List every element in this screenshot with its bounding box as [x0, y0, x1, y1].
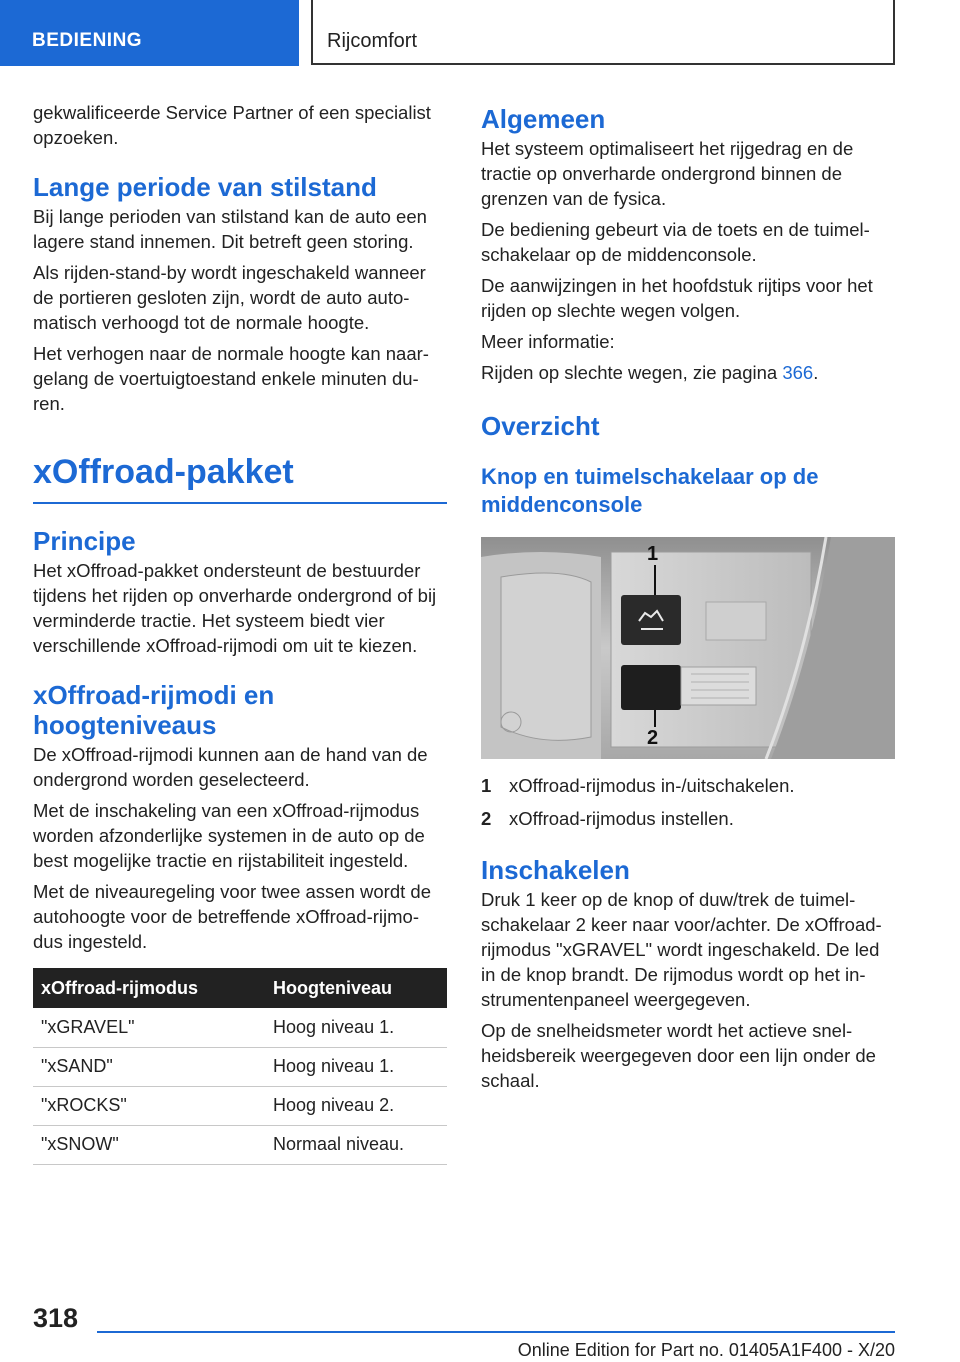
list-item-number: 2 — [481, 808, 492, 829]
section-rule — [33, 502, 447, 504]
table-header-row — [33, 968, 447, 1008]
table-row — [33, 1008, 447, 1047]
paragraph-algemeen-3: De aanwijzingen in het hoofdstuk rijtips voor het rijden op slechte wegen volgen. — [481, 275, 873, 321]
table-cell: Hoog niveau 1. — [265, 1047, 447, 1086]
list-item-number: 1 — [481, 775, 492, 796]
modes-table — [33, 968, 447, 1165]
list-item — [481, 773, 895, 806]
heading-lange-periode: Lange periode van stilstand — [33, 172, 377, 202]
reference-text: Rijden op slechte wegen, zie pagina — [481, 362, 783, 383]
table-header-cell: xOffroad-rijmodus — [33, 968, 265, 1008]
table-cell: "xSNOW" — [33, 1125, 265, 1164]
intro-paragraph: gekwalificeerde Service Partner of een specialist opzoeken. — [33, 102, 431, 148]
paragraph-stilstand-2: Als rijden-stand-by wordt ingeschakeld wanneer de portieren gesloten zijn, wordt de auto auto-matisch verhoogd tot de normale hoogte. — [33, 262, 426, 333]
right-column — [481, 104, 895, 1099]
footer-edition: Online Edition for Part no. 01405A1F400 - X/20 — [517, 1340, 895, 1360]
table-row — [33, 1086, 447, 1125]
reference-period: . — [813, 362, 819, 383]
paragraph-algemeen-2: De bediening gebeurt via de toets en de tuimel-schakelaar op de middenconsole. — [481, 219, 870, 265]
paragraph-stilstand-1: Bij lange perioden van stilstand kan de auto een lagere stand innemen. Dit betreft geen storing. — [33, 206, 427, 252]
section-tab: BEDIENING — [0, 0, 299, 66]
chapter-title: Rijcomfort — [311, 0, 895, 65]
paragraph-inschakelen-1: Druk 1 keer op de knop of duw/trek de tuimel-schakelaar 2 keer naar voor/achter. De xOffroad-rijmodus "xGRAVEL" wordt ingeschakeld. De led in de knop brandt. De rijmodus wordt op het in-strumentenpaneel weergegeven. — [481, 889, 882, 1010]
table-cell: Hoog niveau 1. — [265, 1008, 447, 1047]
table-cell: "xGRAVEL" — [33, 1008, 265, 1047]
heading-overzicht: Overzicht — [481, 411, 600, 441]
heading-rijmodi: xOffroad-rijmodi en hoogteniveaus — [33, 680, 275, 740]
page-header — [0, 0, 960, 66]
paragraph-rijmodi-1: De xOffroad-rijmodi kunnen aan de hand van de ondergrond worden geselecteerd. — [33, 744, 428, 790]
table-cell: Hoog niveau 2. — [265, 1086, 447, 1125]
paragraph-rijmodi-2: Met de inschakeling van een xOffroad-rijmodus worden afzonderlijke systemen in de auto op de best mogelijke tractie en rijstabiliteit ingesteld. — [33, 800, 425, 871]
heading-principe: Principe — [33, 526, 136, 556]
paragraph-rijmodi-3: Met de niveauregeling voor twee assen wordt de autohoogte voor de betreffende xOffroad-rijmo-dus ingesteld. — [33, 881, 431, 952]
heading-algemeen: Algemeen — [481, 104, 606, 134]
paragraph-algemeen-5 — [481, 360, 895, 385]
paragraph-principe: Het xOffroad-pakket ondersteunt de bestuurder tijdens het rijden op onverharde ondergrond of bij verminderde tractie. Het systeem biedt vier verschillende xOffroad-rijmodi om uit te kiezen. — [33, 560, 437, 656]
list-item-text: xOffroad-rijmodus in-/uitschakelen. — [509, 775, 795, 796]
page-reference-link[interactable]: 366 — [782, 362, 814, 383]
heading-knop: Knop en tuimelschakelaar op de middenconsole — [481, 464, 819, 517]
paragraph-algemeen-1: Het systeem optimaliseert het rijgedrag en de tractie op onverharde ondergrond binnen de grenzen van de fysica. — [481, 138, 854, 209]
list-item-text: xOffroad-rijmodus instellen. — [509, 808, 734, 829]
callout-number-1: 1 — [647, 543, 659, 565]
footer-rule — [97, 1331, 895, 1333]
table-header-cell: Hoogteniveau — [265, 968, 447, 1008]
heading-inschakelen: Inschakelen — [481, 855, 630, 885]
table-cell: "xSAND" — [33, 1047, 265, 1086]
table-row — [33, 1047, 447, 1086]
heading-xoffroad-pakket: xOffroad-pakket — [33, 453, 294, 491]
table-cell: Normaal niveau. — [265, 1125, 447, 1164]
paragraph-stilstand-3: Het verhogen naar de normale hoogte kan naar-gelang de voertuigtoestand enkele minuten du-ren. — [33, 343, 429, 414]
callout-number-2: 2 — [647, 727, 659, 749]
page-number: 318 — [33, 1303, 79, 1333]
left-column — [33, 100, 447, 1165]
paragraph-inschakelen-2: Op de snelheidsmeter wordt het actieve snel-heidsbereik weergegeven door een lijn onder de schaal. — [481, 1020, 876, 1091]
paragraph-algemeen-4: Meer informatie: — [481, 331, 615, 352]
console-illustration — [481, 537, 895, 759]
console-photo — [481, 537, 895, 759]
list-item — [481, 806, 895, 839]
table-cell: "xROCKS" — [33, 1086, 265, 1125]
table-row — [33, 1125, 447, 1164]
